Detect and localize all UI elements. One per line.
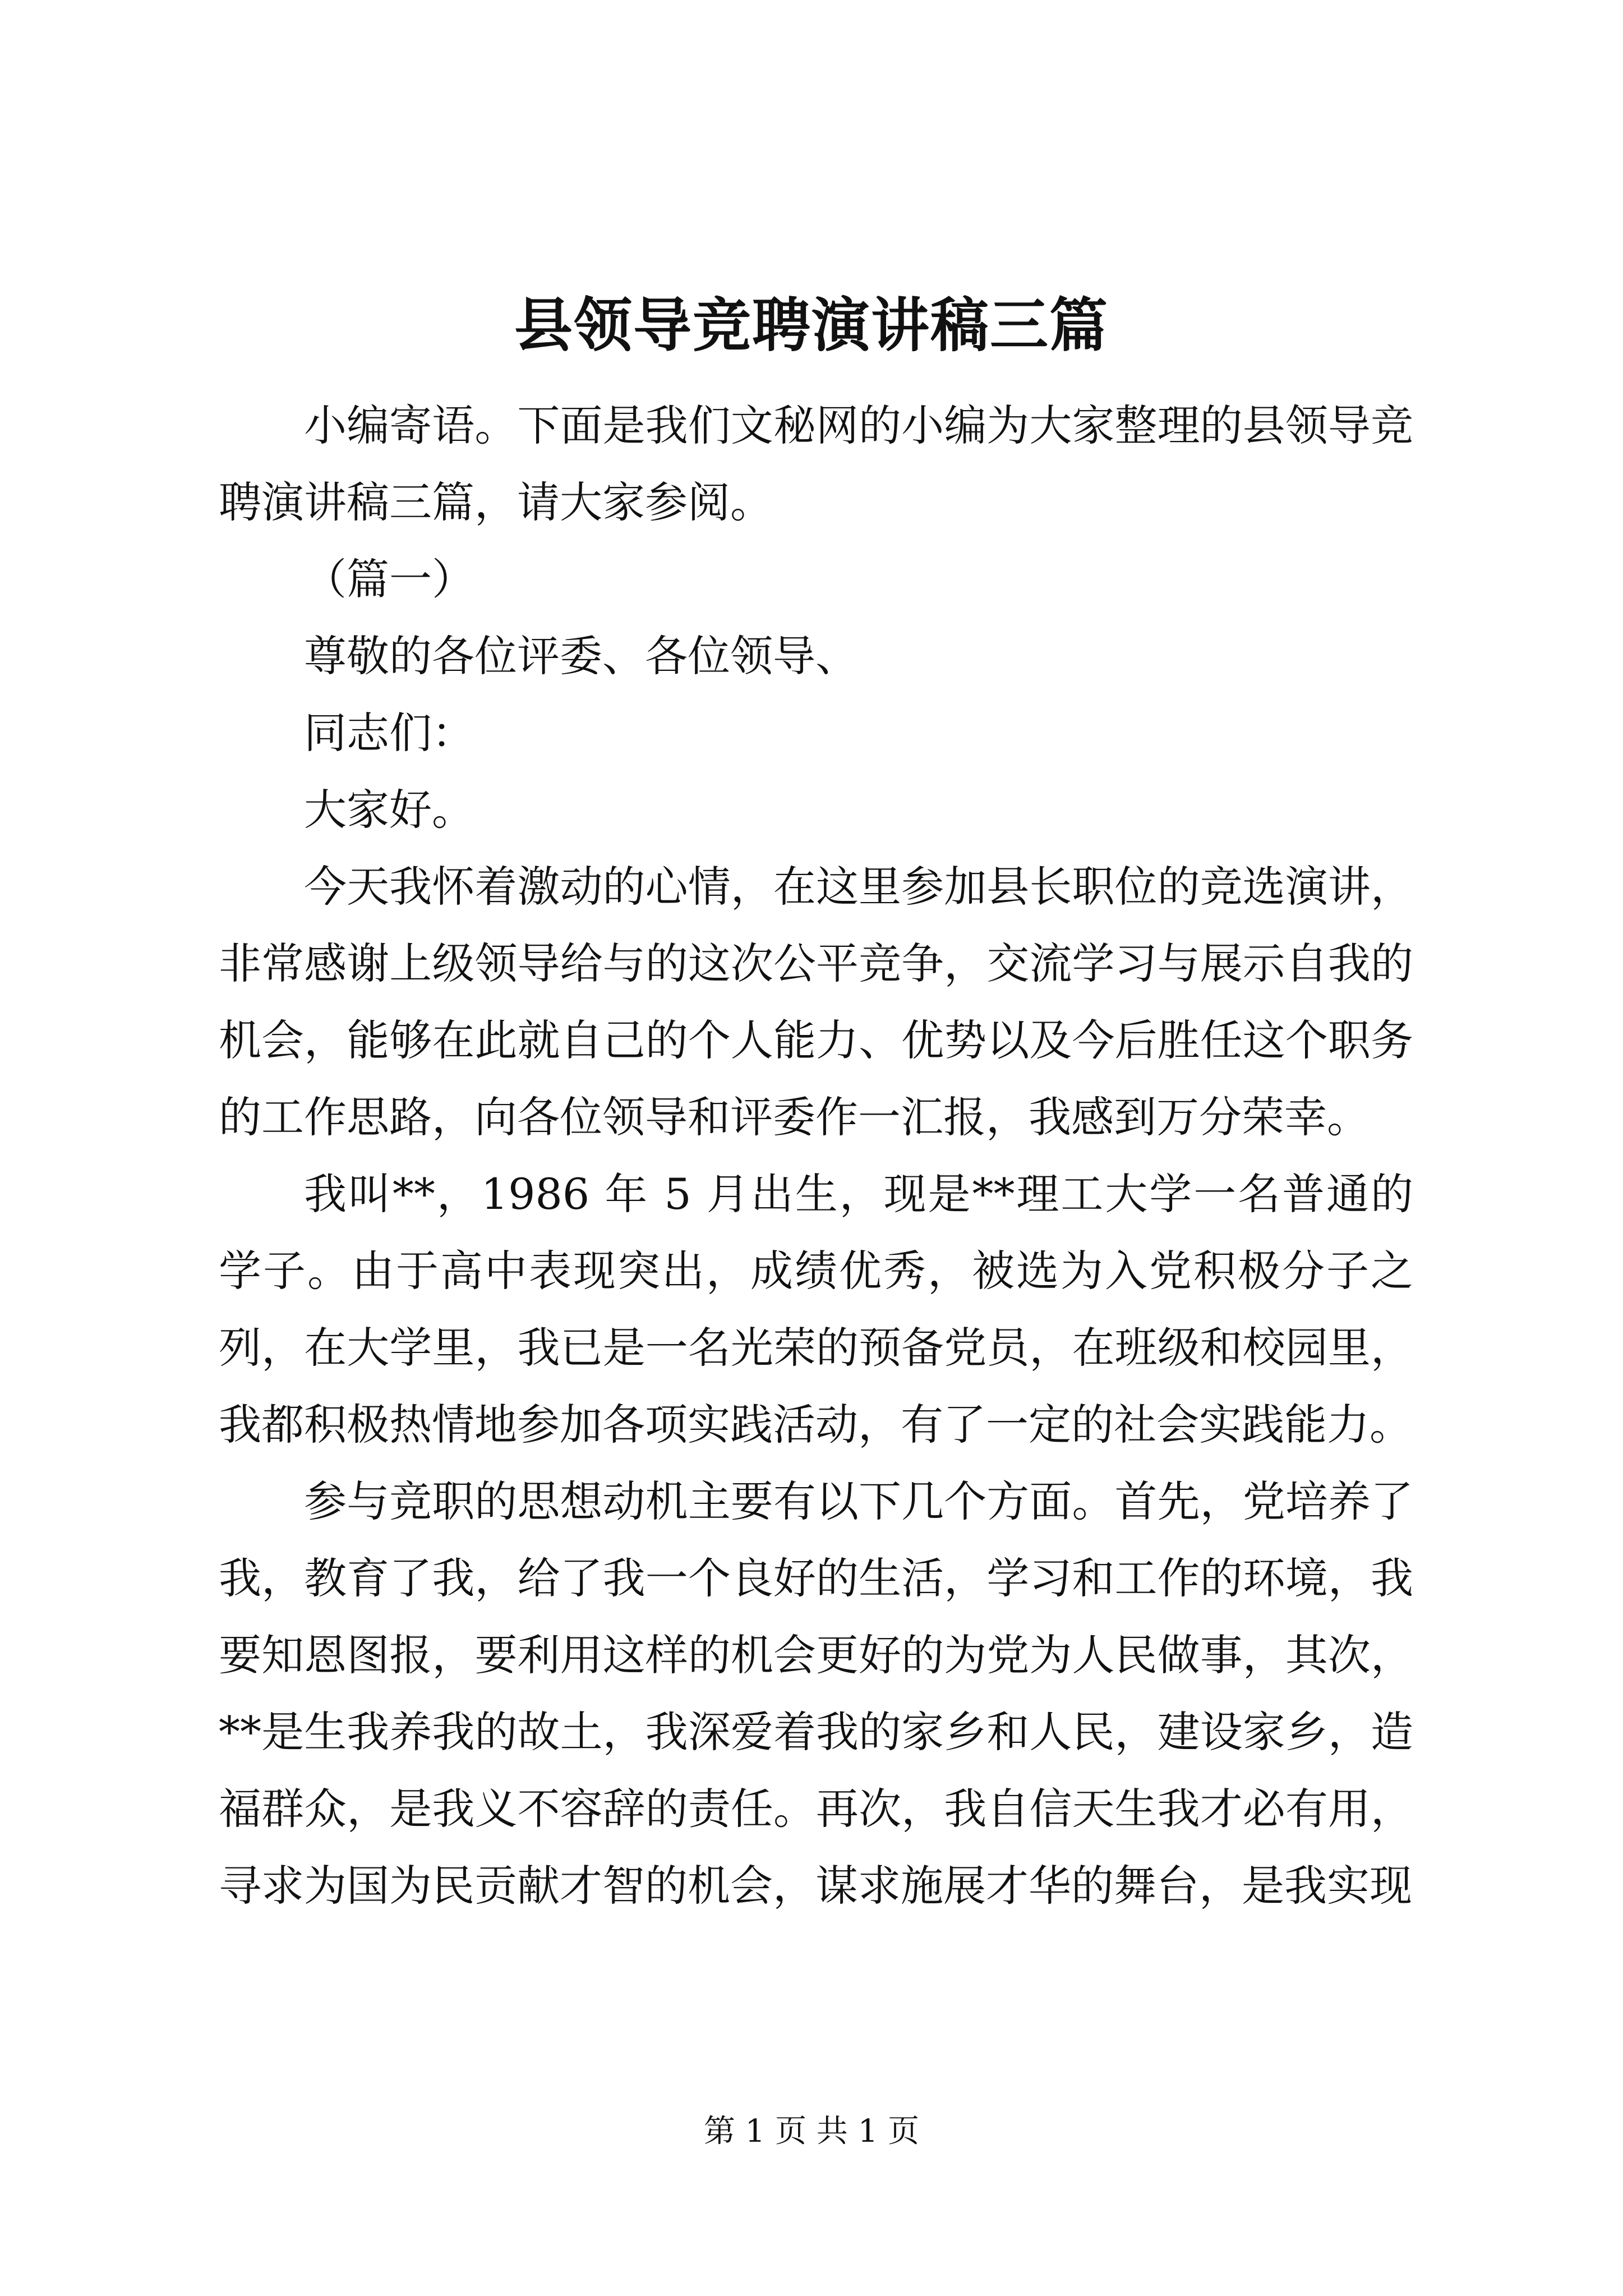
salutation-line: 尊敬的各位评委、各位领导、 [304,631,858,681]
body-paragraph: 参与竞职的思想动机主要有以下几个方面。首先，党培养了我，教育了我，给了我一个良好的生活，学习和工作的环境，我要知恩图报，要利用这样的机会更好的为党为人民做事，其次，**是生我养我的故土，我深爱着我的家乡和人民，建设家乡，造福群众，是我义不容辞的责任。再次，我自信天生我才必有用，寻求为国为民贡献才智的机会，谋求施展才华的舞台，是我实现 [219,1476,1413,1911]
salutation-line: 同志们： [304,708,474,758]
document-title: 县领导竞聘演讲稿三篇 [514,291,1109,360]
body-paragraph: 今天我怀着激动的心情，在这里参加县长职位的竞选演讲，非常感谢上级领导给与的这次公平竞争，交流学习与展示自我的机会，能够在此就自己的个人能力、优势以及今后胜任这个职务的工作思路，向各位领导和评委作一汇报，我感到万分荣幸。 [219,862,1413,1142]
greeting-line: 大家好。 [304,785,474,835]
section-heading: （篇一） [304,554,474,604]
document-body [219,387,1413,1924]
page-footer: 第 1 页 共 1 页 [703,2113,920,2150]
body-paragraph: 我叫**，1986 年 5 月出生，现是**理工大学一名普通的学子。由于高中表现突出，成绩优秀，被选为入党积极分子之列，在大学里，我已是一名光荣的预备党员，在班级和校园里，我都积极热情地参加各项实践活动，有了一定的社会实践能力。 [219,1169,1413,1450]
intro-paragraph: 小编寄语。下面是我们文秘网的小编为大家整理的县领导竞聘演讲稿三篇，请大家参阅。 [219,401,1413,527]
